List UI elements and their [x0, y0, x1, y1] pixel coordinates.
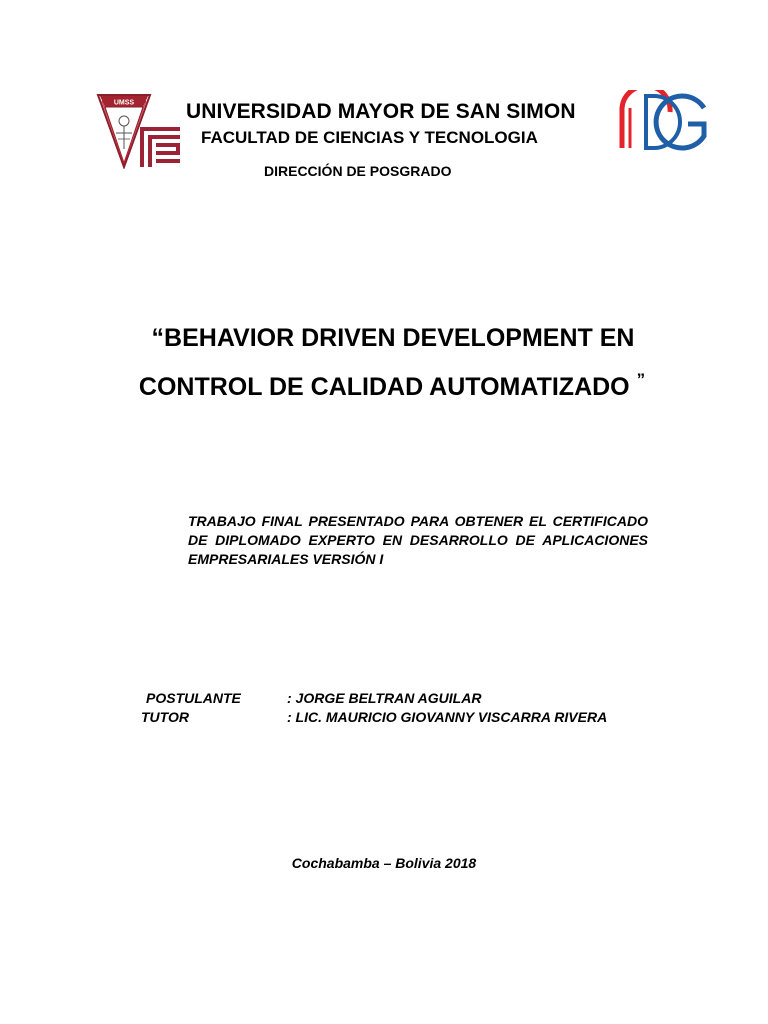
- postulante-value: : JORGE BELTRAN AGUILAR: [287, 690, 482, 706]
- tutor-value: : LIC. MAURICIO GIOVANNY VISCARRA RIVERA: [287, 709, 608, 725]
- umss-logo-text: UMSS: [113, 99, 135, 107]
- title-close-quote: ”: [636, 370, 646, 389]
- university-name: UNIVERSIDAD MAYOR DE SAN SIMON: [186, 100, 576, 123]
- fcyt-logo-icon: [140, 127, 180, 167]
- document-title-line-2: [0, 370, 768, 402]
- faculty-name: FACULTAD DE CIENCIAS Y TECNOLOGIA: [201, 128, 538, 147]
- postulante-label: POSTULANTE: [146, 690, 241, 706]
- tutor-label: TUTOR: [141, 709, 189, 725]
- place-date: Cochabamba – Bolivia 2018: [291, 855, 477, 871]
- document-title-line-1: “BEHAVIOR DRIVEN DEVELOPMENT EN: [151, 324, 635, 352]
- title-line-2-text: CONTROL DE CALIDAD AUTOMATIZADO: [138, 373, 630, 401]
- dpg-logo-icon: [614, 90, 708, 154]
- document-subtitle: TRABAJO FINAL PRESENTADO PARA OBTENER EL CERTIFICADO DE DIPLOMADO EXPERTO EN DESARROLLO DE APLICACIONES EMPRESARIALES VERSIÓN I: [188, 513, 648, 567]
- direction-name: DIRECCIÓN DE POSGRADO: [264, 163, 452, 179]
